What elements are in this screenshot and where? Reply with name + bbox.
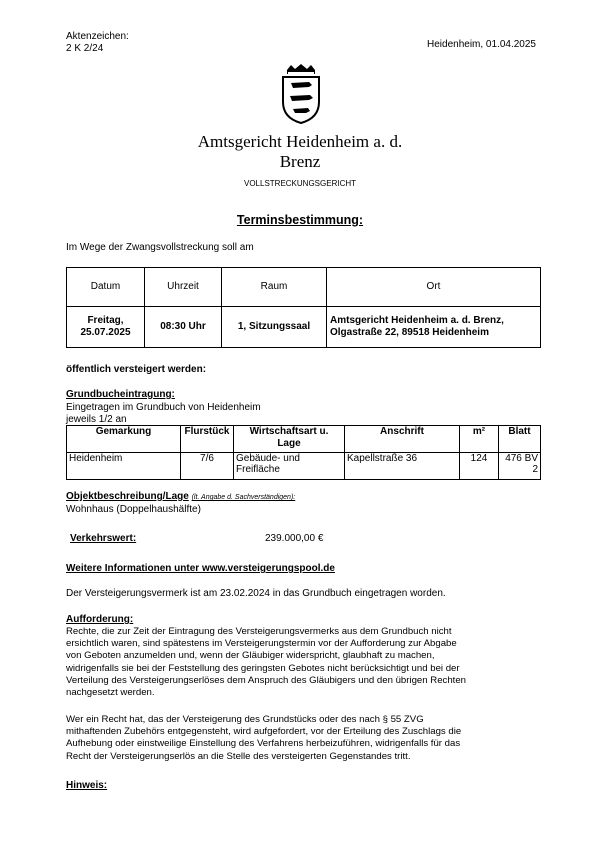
aktenzeichen-block [66,31,129,55]
row-qm: 124 [460,453,499,480]
court-subtitle: VOLLSTRECKUNGSGERICHT [243,179,357,188]
objekt-heading-line [66,491,295,503]
header-ort: Ort [327,268,541,307]
row-wirtschaftsart [234,453,345,480]
row-wirtschaftsart-line1: Gebäude- und [236,453,300,464]
ort-line1: Amtsgericht Heidenheim a. d. Brenz, [330,315,504,326]
header-uhrzeit: Uhrzeit [145,268,222,307]
aufforderung-line: von Geboten anzumelden und, wenn der Gläubiger widerspricht, glaubhaft zu machen, [66,650,435,662]
grundbuch-line2: jeweils 1/2 an [66,414,127,425]
aufforderung-heading: Aufforderung: [66,614,134,625]
termin-table [66,267,541,348]
verkehrswert-value: 239.000,00 € [265,533,324,544]
objekt-heading: Objektbeschreibung/Lage [66,491,189,502]
vermerk-text: Der Versteigerungsvermerk ist am 23.02.2024 in das Grundbuch eingetragen worden. [66,588,446,599]
coat-of-arms-logo [279,64,323,124]
header-blatt: Blatt [499,426,541,453]
aufforderung-line: Verteilung des Versteigerungserlöses dem Anspruch des Gläubigers und den übrigen Rechten [66,674,466,686]
termin-raum: 1, Sitzungssaal [222,307,327,348]
row-flurstueck: 7/6 [181,453,234,480]
termin-uhrzeit: 08:30 Uhr [145,307,222,348]
hinweis-heading: Hinweis: [66,780,108,791]
grundbuch-header-row [67,426,541,453]
aktenzeichen-label: Aktenzeichen: [66,31,129,42]
aufforderung-line: Rechte, die zur Zeit der Eintragung des Versteigerungsvermerks aus dem Grundbuch nicht [66,626,452,637]
termin-value-row [67,307,541,348]
header-gemarkung: Gemarkung [67,426,181,453]
aufforderung-line: widrigenfalls sie bei der Feststellung des geringsten Gebotes nicht berücksichtigt und bei der [66,662,460,674]
ort-datum: Heidenheim, 01.04.2025 [427,39,536,50]
page-title: Terminsbestimmung: [236,213,364,227]
wirtschaftsart-line1: Wirtschaftsart u. [249,426,329,437]
grundbuch-line1: Eingetragen im Grundbuch von Heidenheim [66,402,261,413]
aufforderung-line: Aufhebung oder einstweilige Einstellung des Verfahrens herbeizuführen, widrigenfalls für das [66,738,461,750]
ort-line2: Olgastraße 22, 89518 Heidenheim [330,327,489,338]
aufforderung-paragraph2 [66,714,536,763]
aufforderung-line: Wer ein Recht hat, das der Versteigerung des Grundstücks oder des nach § 55 ZVG [66,714,424,725]
datum-date: 25.07.2025 [80,327,131,338]
row-blatt-line2: 2 [532,464,538,475]
header-raum: Raum [222,268,327,307]
court-name-line1: Amtsgericht Heidenheim a. d. [197,132,403,151]
row-blatt-line1: 476 BV [505,453,538,464]
header-wirtschaftsart [234,426,345,453]
row-blatt [499,453,541,480]
grundbuch-heading: Grundbucheintragung: [66,389,175,400]
intro-text: Im Wege der Zwangsvollstreckung soll am [66,242,254,253]
termin-ort [327,307,541,348]
court-name-line2: Brenz [279,152,321,171]
row-anschrift: Kapellstraße 36 [345,453,460,480]
header-datum: Datum [67,268,145,307]
aufforderung-line: ersichtlich waren, sind spätestens im Versteigerungstermin vor der Aufforderung zur Abgabe [66,638,457,650]
header-flurstueck: Flurstück [181,426,234,453]
termin-datum [67,307,145,348]
objekt-text: Wohnhaus (Doppelhaushälfte) [66,504,201,515]
grundbuch-table [66,425,541,480]
weitere-info: Weitere Informationen unter www.versteigerungspool.de [66,563,335,574]
termin-header-row [67,268,541,307]
header-qm: m² [460,426,499,453]
aktenzeichen-value: 2 K 2/24 [66,43,104,54]
verkehrswert-label: Verkehrswert: [70,533,137,544]
header-anschrift: Anschrift [345,426,460,453]
aufforderung-line: Recht der Versteigerungserlös an die Stelle des versteigerten Gegenstandes tritt. [66,750,411,762]
court-name [150,132,450,172]
aufforderung-line: mithaftenden Zubehörs entgegensteht, wird aufgefordert, vor der Erteilung des Zuschlags die [66,726,462,738]
row-gemarkung: Heidenheim [67,453,181,480]
aufforderung-paragraph [66,626,536,699]
aufforderung-line: nachgesetzt werden. [66,687,155,699]
versteigert-text: öffentlich versteigert werden: [66,364,207,375]
datum-weekday: Freitag, [87,315,124,326]
grundbuch-value-row [67,453,541,480]
objekt-note: (lt. Angabe d. Sachverständigen): [191,494,296,501]
row-wirtschaftsart-line2: Freifläche [236,464,280,475]
wirtschaftsart-line2: Lage [277,438,301,449]
